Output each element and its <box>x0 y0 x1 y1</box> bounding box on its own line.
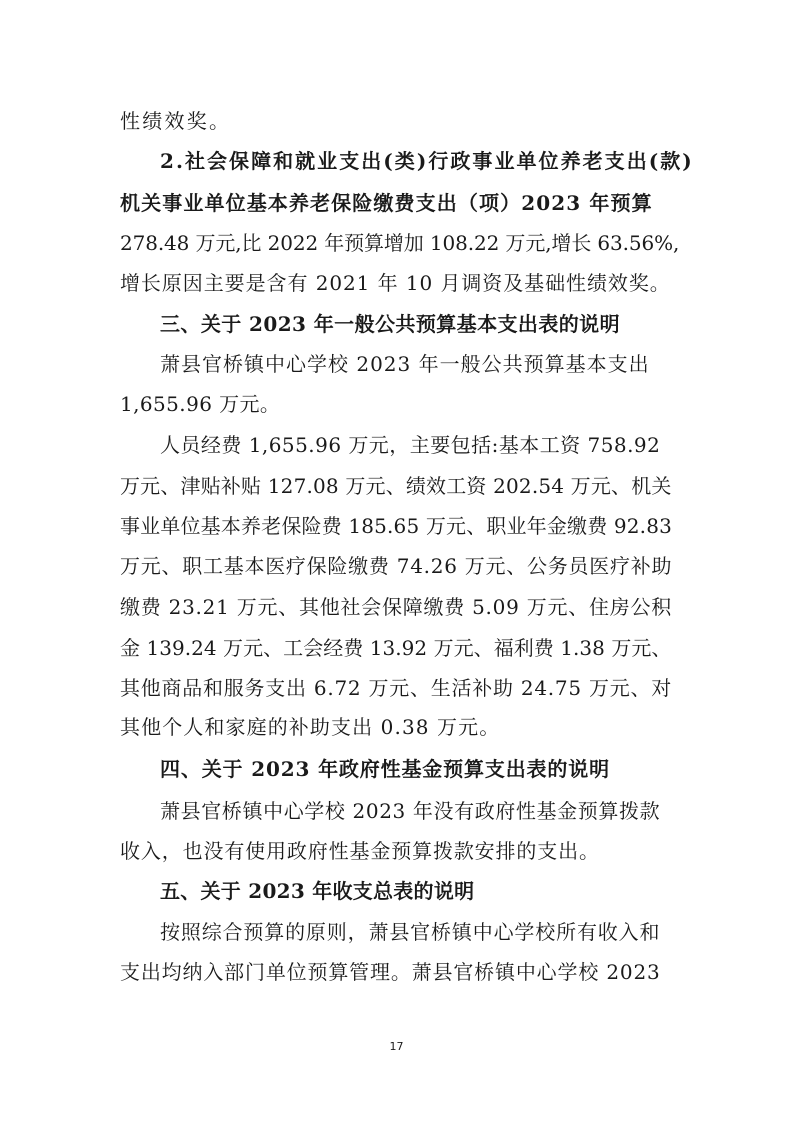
paragraph-line: 萧县官桥镇中心学校 2023 年没有政府性基金预算拨款 <box>160 799 661 823</box>
page-number: 17 <box>389 1040 404 1053</box>
paragraph-line: 支出均纳入部门单位预算管理。萧县官桥镇中心学校 2023 <box>120 960 661 984</box>
paragraph-line: 事业单位基本养老保险费 185.65 万元、职业年金缴费 92.83 <box>120 514 672 538</box>
paragraph-line: 缴费 23.21 万元、其他社会保障缴费 5.09 万元、住房公积 <box>120 595 672 619</box>
paragraph-line: 278.48 万元,比 2022 年预算增加 108.22 万元,增长 63.56%, <box>120 231 680 255</box>
section-heading-line: 机关事业单位基本养老保险缴费支出（项）2023 年预算 <box>120 191 653 215</box>
paragraph-line: 金 139.24 万元、工会经费 13.92 万元、福利费 1.38 万元、 <box>120 636 672 660</box>
section-heading-line: 2.社会保障和就业支出(类)行政事业单位养老支出(款) <box>160 149 694 173</box>
paragraph-line: 收入，也没有使用政府性基金预算拨款安排的支出。 <box>120 839 600 863</box>
paragraph-line: 萧县官桥镇中心学校 2023 年一般公共预算基本支出 <box>160 352 650 376</box>
section-heading: 五、关于 2023 年收支总表的说明 <box>160 879 475 903</box>
paragraph-line: 其他商品和服务支出 6.72 万元、生活补助 24.75 万元、对 <box>120 676 672 700</box>
paragraph-line: 性绩效奖。 <box>120 109 232 133</box>
paragraph-line: 1,655.96 万元。 <box>120 392 281 416</box>
paragraph-line: 增长原因主要是含有 2021 年 10 月调资及基础性绩效奖。 <box>120 271 671 295</box>
section-heading: 三、关于 2023 年一般公共预算基本支出表的说明 <box>160 312 621 336</box>
paragraph-line: 按照综合预算的原则，萧县官桥镇中心学校所有收入和 <box>160 920 661 944</box>
section-heading: 四、关于 2023 年政府性基金预算支出表的说明 <box>160 757 610 781</box>
paragraph-line: 人员经费 1,655.96 万元，主要包括:基本工资 758.92 <box>160 433 661 457</box>
paragraph-line: 万元、职工基本医疗保险缴费 74.26 万元、公务员医疗补助 <box>120 554 673 578</box>
paragraph-line: 万元、津贴补贴 127.08 万元、绩效工资 202.54 万元、机关 <box>120 474 672 498</box>
paragraph-line: 其他个人和家庭的补助支出 0.38 万元。 <box>120 715 501 739</box>
